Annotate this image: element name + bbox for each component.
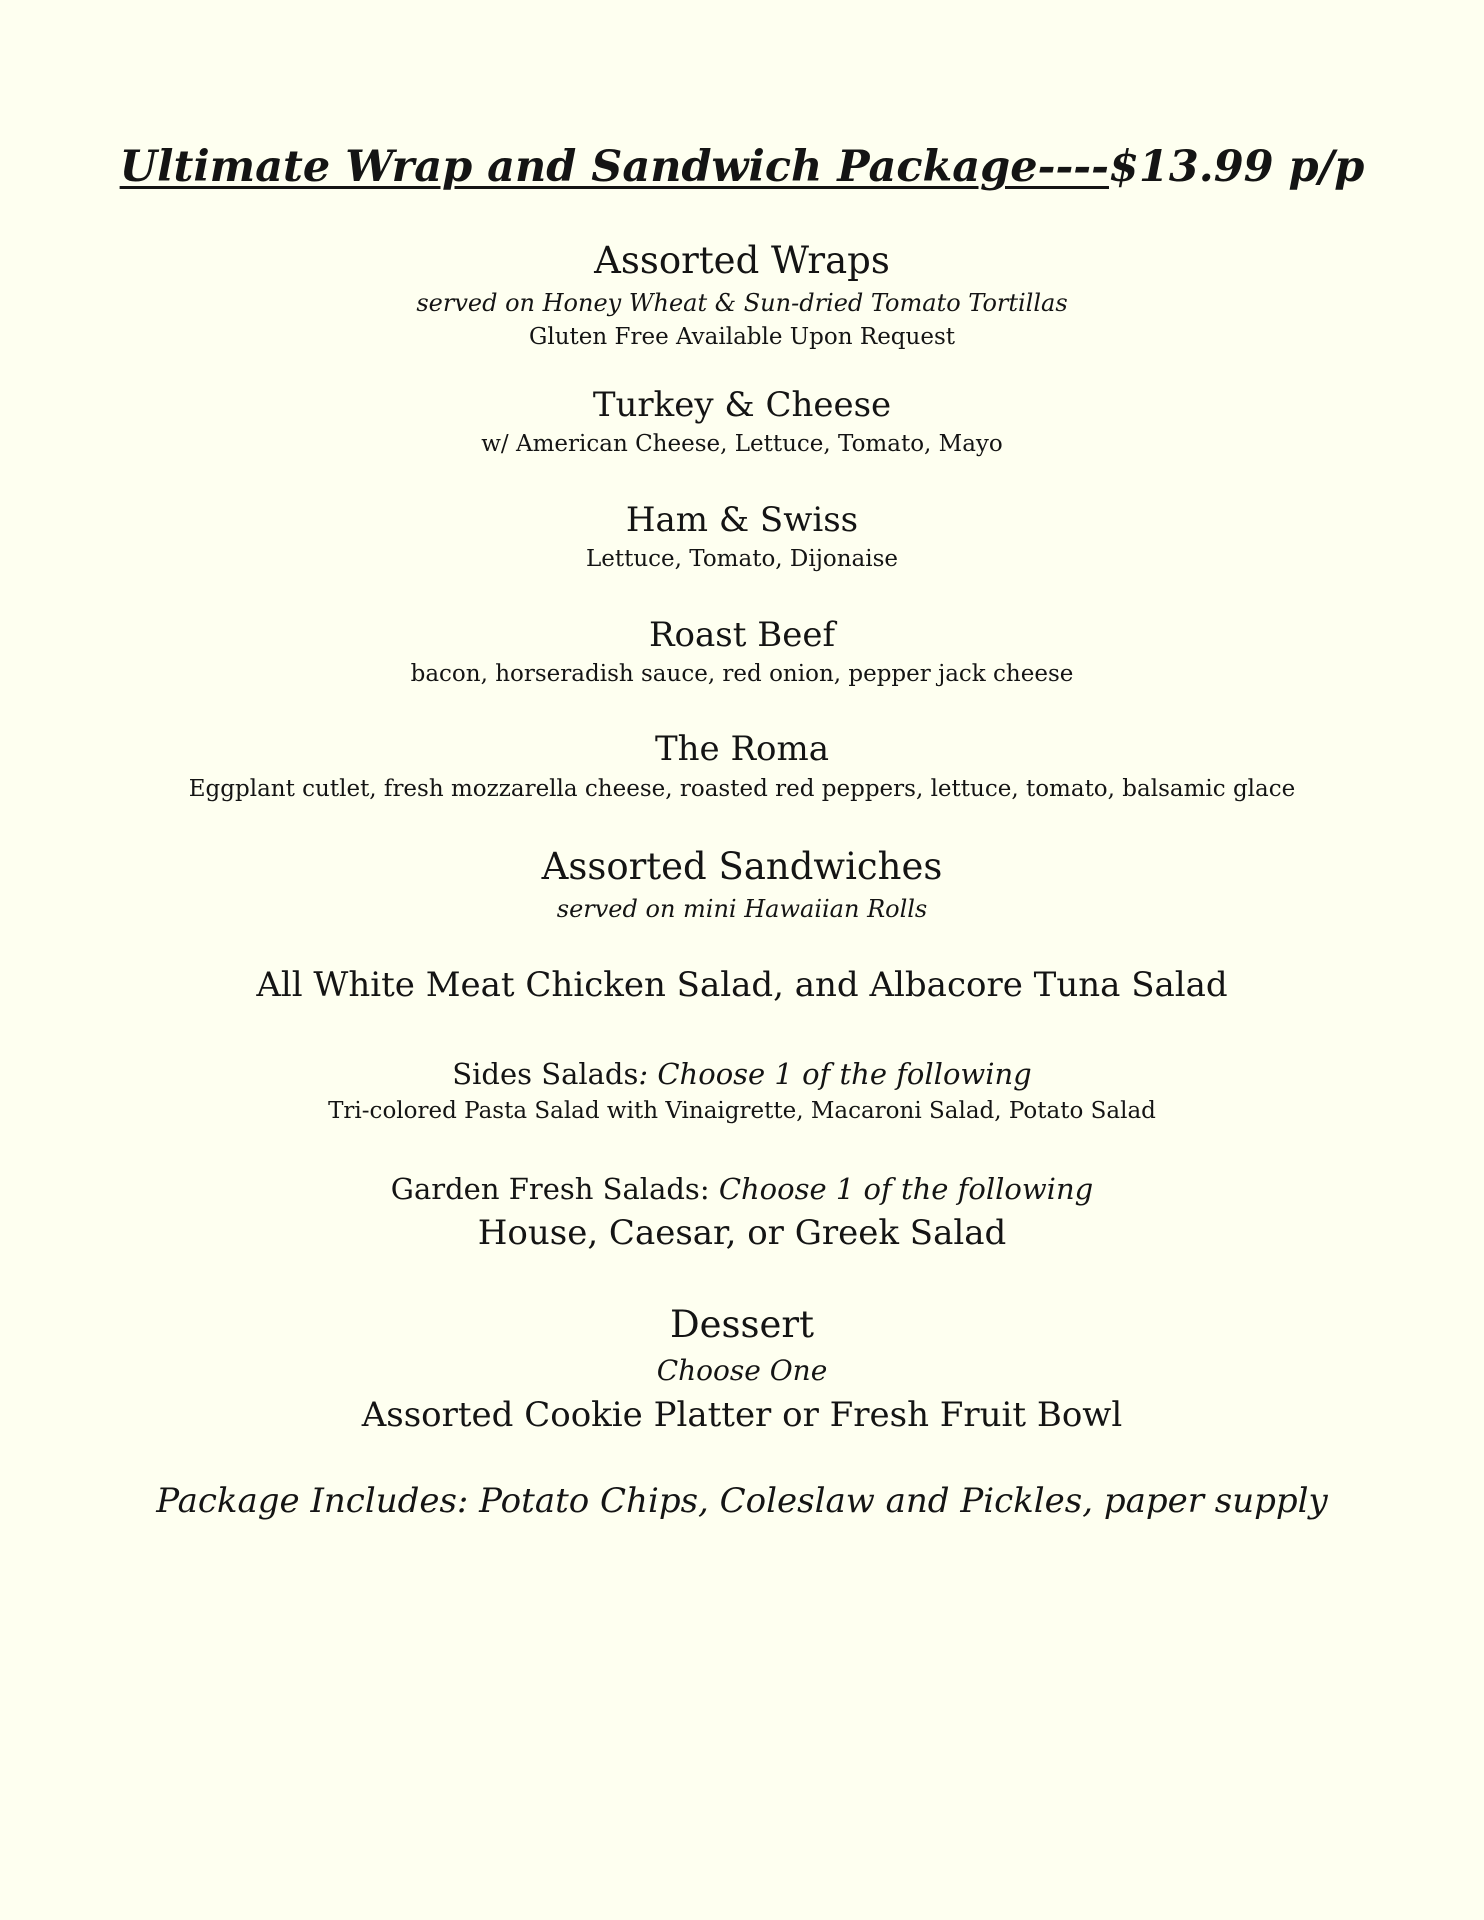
sandwiches-fillings: All White Meat Chicken Salad, and Albacore Tuna Salad: [256, 965, 1228, 1005]
wrap-item-desc: Lettuce, Tomato, Dijonaise: [585, 546, 898, 572]
package-price: $13.99 p/p: [1108, 142, 1365, 192]
dessert-choose: Choose One: [656, 1354, 828, 1387]
garden-salads-heading: [0, 1172, 1484, 1206]
wrap-item-desc: bacon, horseradish sauce, red onion, pepper jack cheese: [410, 661, 1074, 687]
dessert-options: Assorted Cookie Platter or Fresh Fruit Bowl: [361, 1395, 1123, 1435]
wraps-heading: Assorted Wraps: [594, 239, 890, 282]
sandwiches-heading: Assorted Sandwiches: [541, 845, 943, 888]
wraps-gluten-note: Gluten Free Available Upon Request: [528, 324, 956, 350]
sides-salads-options: Tri-colored Pasta Salad with Vinaigrette, Macaroni Salad, Potato Salad: [328, 1098, 1156, 1124]
wrap-item-desc: Eggplant cutlet, fresh mozzarella cheese, roasted red peppers, lettuce, tomato, balsamic glace: [188, 776, 1296, 802]
wrap-item-name: Turkey & Cheese: [592, 385, 892, 425]
wrap-item-desc: w/ American Cheese, Lettuce, Tomato, Mayo: [481, 431, 1003, 457]
garden-salads-label: Garden Fresh Salads:: [390, 1172, 719, 1206]
wrap-item-name: Ham & Swiss: [625, 500, 859, 540]
wrap-item-name: Roast Beef: [648, 615, 836, 655]
sides-salads-label: Sides Salads: [452, 1057, 639, 1091]
sides-salads-choose: : Choose 1 of the following: [638, 1057, 1032, 1091]
dessert-heading: Dessert: [670, 1303, 814, 1346]
sides-salads-heading: [0, 1057, 1484, 1091]
garden-salads-options: House, Caesar, or Greek Salad: [477, 1213, 1007, 1253]
package-includes: Package Includes: Potato Chips, Coleslaw and Pickles, paper supply: [156, 1481, 1328, 1521]
wraps-note: served on Honey Wheat & Sun-dried Tomato Tortillas: [416, 289, 1068, 317]
wrap-item-name: The Roma: [654, 729, 830, 769]
garden-salads-choose: Choose 1 of the following: [718, 1172, 1094, 1206]
package-name: Ultimate Wrap and Sandwich Package----: [119, 142, 1109, 192]
sandwiches-note: served on mini Hawaiian Rolls: [556, 895, 928, 923]
package-title: [0, 142, 1484, 192]
